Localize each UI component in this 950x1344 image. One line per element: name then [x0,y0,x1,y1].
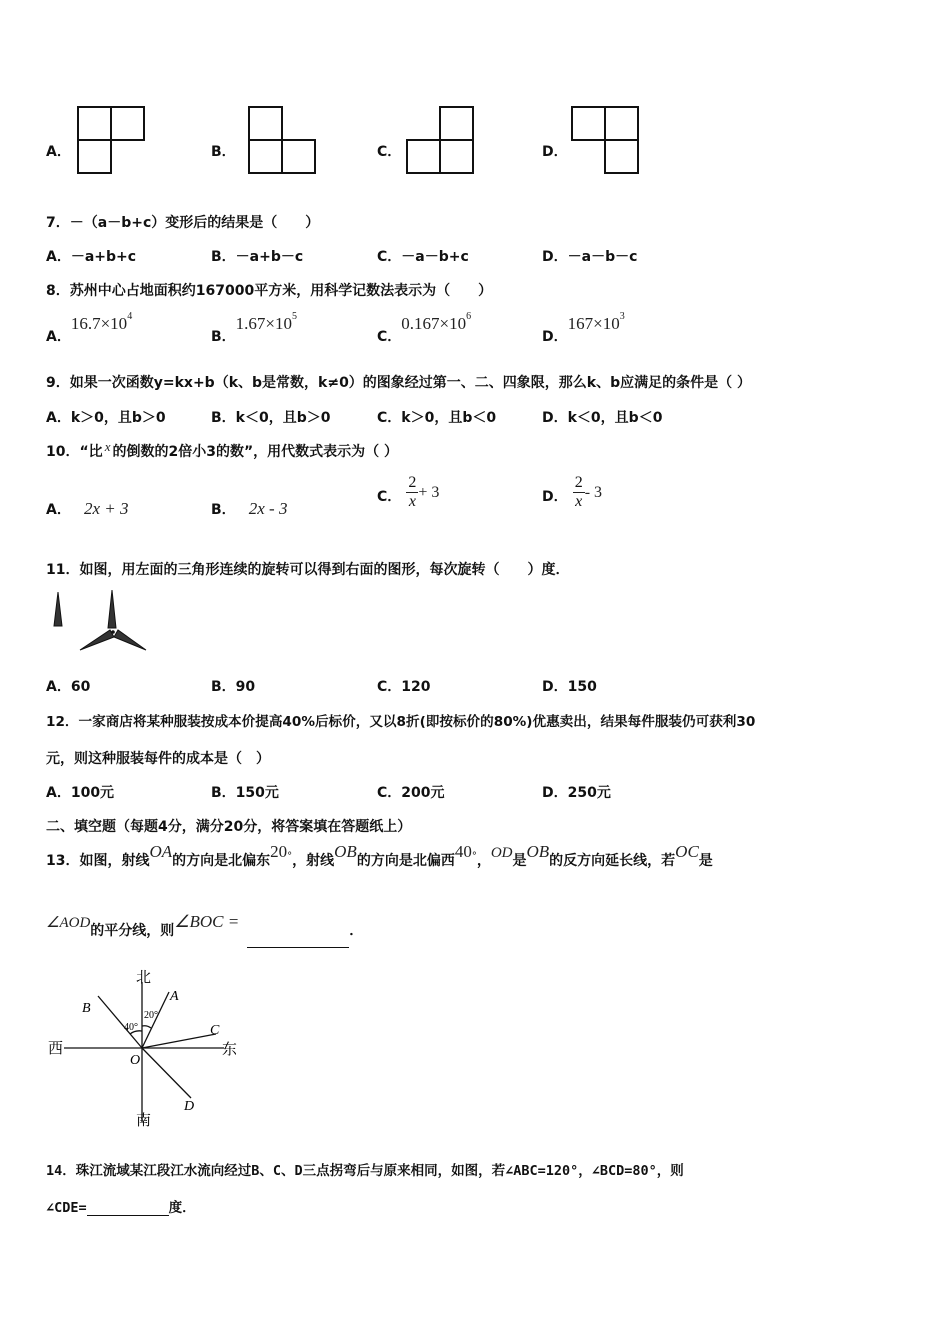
times-ten: ×10 [265,314,293,333]
q9-option-d: D．k＜0，且b＜0 [542,410,663,426]
ray-od-line [142,1048,191,1098]
fraction [406,474,418,511]
q10-option-b [211,499,287,519]
q13-text: 的平分线，则 [90,923,175,939]
times-ten: ×10 [100,314,128,333]
label-north: 北 [136,970,152,986]
label-angle-40: 40° [124,1022,138,1033]
q12-stem-line2: 元，则这种服装每件的成本是（ ） [46,751,270,767]
q6-option-b-figure [247,104,319,176]
q12-option-b: B．150元 [211,785,279,801]
fraction [573,474,585,511]
q12-stem-line1: 12．一家商店将某种服装按成本价提高40%后标价，又以8折(即按标价的80%)优惠卖出，结果每件服装仍可获利30 [46,714,756,730]
q11-rotation-figure [44,588,154,654]
mantissa: 1.67 [235,314,266,333]
mantissa: 0.167 [401,314,440,333]
q9-option-a: A．k＞0，且b＞0 [46,410,166,426]
q7-stem: 7．－（a－b+c）变形后的结果是（ ） [46,215,320,231]
option-letter: C． [377,489,402,505]
exponent: 5 [292,311,298,322]
q10-option-d [542,474,602,511]
q13-stem-line2 [46,913,363,948]
exponent: 4 [127,311,133,322]
q13-text: 的方向是北偏东 [172,853,271,869]
expression: 2x - 3 [248,499,288,518]
label-a: A [170,989,179,1004]
q13-compass-diagram [44,968,254,1130]
q13-text: 是 [698,853,713,869]
angle-20: 20 [270,842,288,861]
q13-text: 是 [512,853,527,869]
q6-option-c-figure [405,104,477,176]
q11-option-c: C．120 [377,679,431,695]
ray-od: OD [490,845,513,861]
q8-stem: 8．苏州中心占地面积约167000平方米，用科学记数法表示为（ ） [46,283,493,299]
q14-stem-line1: 14．珠江流域某江段江水流向经过B、C、D三点拐弯后与原来相同，如图，若∠ABC=120°，∠BCD=80°，则 [46,1163,684,1179]
mantissa: 167 [567,314,594,333]
q14-line2-post: 度． [168,1200,196,1216]
tail: - 3 [584,484,603,501]
numerator: 2 [574,474,583,491]
label-o: O [130,1053,141,1068]
mantissa: 16.7 [70,314,101,333]
option-letter: D． [542,489,568,505]
angle-20-arc [142,1026,151,1028]
times-ten: ×10 [439,314,467,333]
q7-option-b: B．－a+b－c [211,249,304,265]
label-d: D [184,1099,195,1114]
q14-line2-pre: ∠CDE= [46,1200,87,1216]
denominator: x [575,493,583,510]
label-c: C [210,1023,220,1038]
label-angle-20: 20° [144,1010,158,1021]
q11-option-b: B．90 [211,679,256,695]
q13-text: 的反方向延长线，若 [549,853,676,869]
q11-option-d: D．150 [542,679,597,695]
numerator: 2 [408,474,417,491]
q10-stem-post: 的倒数的2倍小3的数”，用代数式表示为（ ） [112,444,399,460]
q8-option-d [542,311,625,345]
single-triangle [54,592,62,626]
q6-option-d-figure [570,104,644,176]
ray-ob: OB [334,842,357,861]
q13-text: 的方向是北偏西 [356,853,455,869]
q9-option-c: C．k＞0，且b＜0 [377,410,497,426]
q10-option-c [377,474,439,511]
q6-option-d-label: D． [542,144,568,160]
q14-stem-line2 [46,1196,196,1216]
q12-option-d: D．250元 [542,785,611,801]
label-south: 南 [136,1113,152,1129]
q9-option-b: B．k＜0，且b＞0 [211,410,331,426]
q12-option-a: A．100元 [46,785,115,801]
q13-text: ，射线 [292,853,335,869]
angle-boc: ∠BOC = [174,912,240,931]
q7-option-c: C．－a－b+c [377,249,469,265]
q6-option-c-label: C． [377,144,402,160]
q13-text: 13．如图，射线 [46,853,150,869]
ray-oc-line [142,1034,216,1048]
angle-aod: ∠AOD [46,915,91,931]
ray-oa: OA [149,842,173,861]
q11-stem: 11．如图，用左面的三角形连续的旋转可以得到右面的图形，每次旋转（ ）度． [46,562,570,578]
label-east: 东 [222,1042,238,1058]
ray-ob-2: OB [526,842,550,861]
exponent: 6 [466,311,472,322]
exponent: 3 [619,311,625,322]
label-b: B [82,1001,91,1016]
q6-option-b-label: B． [211,144,236,160]
option-letter: D． [542,329,568,345]
q14-answer-blank[interactable] [87,1199,169,1216]
q6-option-a-figure [76,104,146,176]
expression: 2x + 3 [83,499,129,518]
option-letter: A． [46,329,71,345]
q8-option-a [46,311,133,345]
q7-option-a: A．－a+b+c [46,249,137,265]
q10-stem [46,441,398,461]
section-2-title: 二、填空题（每题4分，满分20分，将答案填在答题纸上） [46,819,412,835]
q7-option-d: D．－a－b－c [542,249,638,265]
option-letter: B． [211,329,236,345]
times-ten: ×10 [593,314,620,333]
denominator: x [408,493,416,510]
q8-option-c [377,311,472,345]
q10-option-a [46,499,128,519]
q11-option-a: A．60 [46,679,91,695]
q13-text: ， [476,853,491,869]
q6-option-a-label: A． [46,144,71,160]
option-letter: B． [211,502,236,518]
rotated-triangles [80,590,146,650]
q9-stem: 9．如果一次函数y=kx+b（k、b是常数，k≠0）的图象经过第一、二、四象限，那么k、b应满足的条件是（ ） [46,375,752,391]
q13-stem-line1: 13．如图，射线OA的方向是北偏东20°，射线OB的方向是北偏西40°，OD是OB的反方向延长线，若OC是 [46,842,713,869]
q13-end: ． [349,923,364,939]
q13-answer-blank[interactable] [247,927,349,948]
q10-stem-variable: x [104,439,111,454]
q10-stem-pre: 10．“比 [46,444,103,460]
option-letter: A． [46,502,71,518]
angle-40: 40 [454,842,472,861]
q8-option-b [211,311,298,345]
q12-option-c: C．200元 [377,785,445,801]
option-letter: C． [377,329,402,345]
label-west: 西 [48,1041,64,1057]
ray-oc: OC [675,842,699,861]
tail: + 3 [418,484,440,501]
